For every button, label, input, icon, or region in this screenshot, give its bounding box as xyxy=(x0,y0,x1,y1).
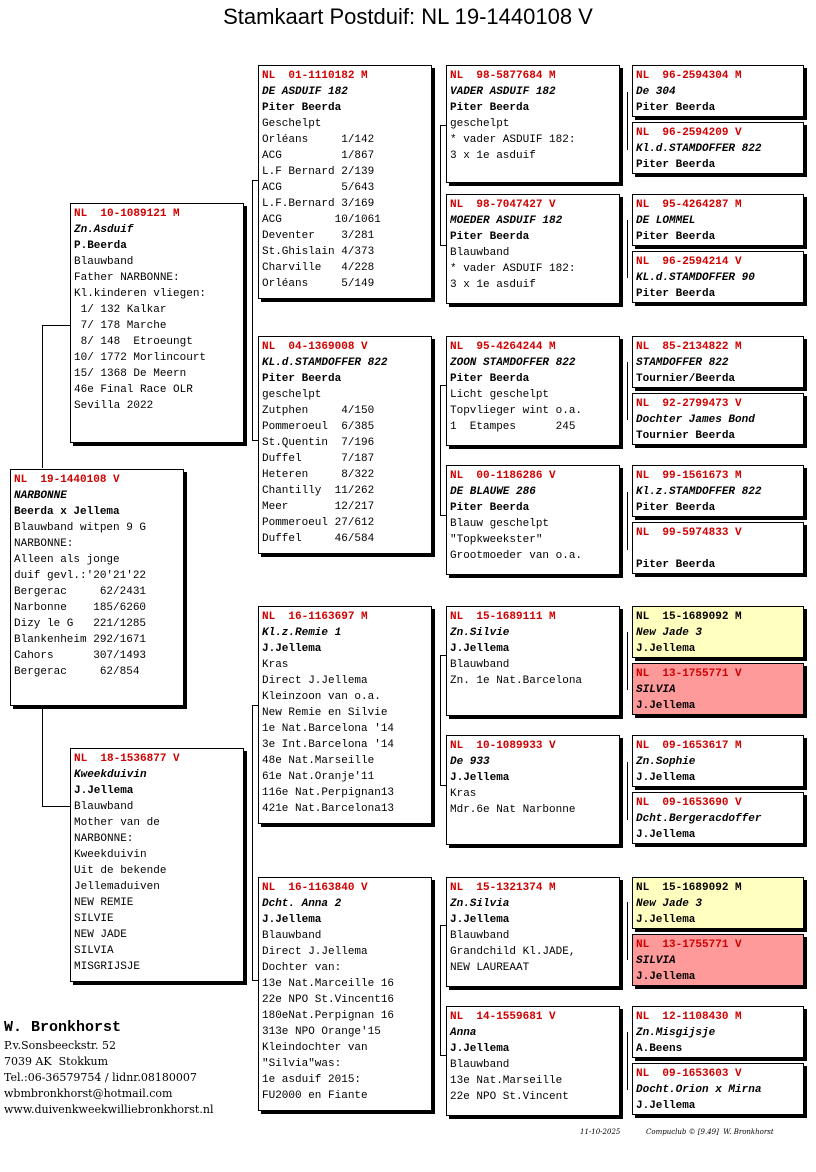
pigeon-name: Zn.Asduif xyxy=(74,224,134,236)
info-line: Topvlieger wint o.a. xyxy=(450,405,583,417)
owner-website[interactable]: www.duivenkweekwilliebronkhorst.nl xyxy=(4,1103,214,1116)
owner-address: P.v.Sonsbeeckstr. 52 xyxy=(4,1039,116,1052)
info-line: Kleindochter van xyxy=(262,1042,368,1054)
footer-software: Compuclub © [9.49] W. Bronkhorst xyxy=(646,1128,774,1136)
info-line: SILVIE xyxy=(74,913,114,925)
info-line: Blauwband witpen 9 G xyxy=(14,522,147,534)
info-line: 13e Nat.Marseille xyxy=(450,1075,563,1087)
info-line: Meer 12/217 xyxy=(262,501,375,513)
pigeon-name: De 304 xyxy=(636,86,676,98)
pigeon-name: SILVIA xyxy=(636,684,676,696)
breeder-name: Piter Beerda xyxy=(636,502,716,514)
info-line: geschelpt xyxy=(450,118,510,130)
info-line: 7/ 178 Marche xyxy=(74,320,167,332)
breeder-name: J.Jellema xyxy=(450,914,510,926)
info-line: Duffel 46/584 xyxy=(262,533,375,545)
pigeon-name: De 933 xyxy=(450,756,490,768)
breeder-name: Piter Beerda xyxy=(636,102,716,114)
info-line: SILVIA xyxy=(74,945,114,957)
ring-number: NL 14-1559681 V xyxy=(450,1011,556,1023)
pigeon-name: Kweekduivin xyxy=(74,769,147,781)
pigeon-card-gggp-5[interactable] xyxy=(632,336,804,388)
ring-number: NL 10-1089933 V xyxy=(450,740,556,752)
ring-number: NL 13-1755771 V xyxy=(636,668,742,680)
breeder-name: Piter Beerda xyxy=(450,102,530,114)
info-line: 22e NPO St.Vincent xyxy=(450,1091,569,1103)
info-line: Blauwband xyxy=(450,247,510,259)
info-line: Orléans 1/142 xyxy=(262,134,375,146)
info-line: 313e NPO Orange'15 xyxy=(262,1026,381,1038)
owner-email[interactable]: wbmbronkhorst@hotmail.com xyxy=(4,1087,173,1100)
ring-number: NL 15-1689111 M xyxy=(450,611,556,623)
connector-line xyxy=(627,362,628,420)
breeder-name: Piter Beerda xyxy=(262,102,342,114)
info-line: 1 Etampes 245 xyxy=(450,421,576,433)
pigeon-card-gggp-14[interactable] xyxy=(632,934,804,986)
pigeon-card-gggp-8[interactable] xyxy=(632,522,804,574)
breeder-name: J.Jellema xyxy=(636,829,696,841)
breeder-name: J.Jellema xyxy=(262,643,322,655)
ring-number: NL 13-1755771 V xyxy=(636,939,742,951)
info-line: Zutphen 4/150 xyxy=(262,405,375,417)
pigeon-name: Kl.z.Remie 1 xyxy=(262,627,342,639)
breeder-name: Tournier/Beerda xyxy=(636,373,736,385)
info-line: New Remie en Silvie xyxy=(262,707,388,719)
info-line: "Silvia"was: xyxy=(262,1058,342,1070)
info-line: 1e asduif 2015: xyxy=(262,1074,362,1086)
owner-block xyxy=(4,1018,213,1118)
ring-number: NL 18-1536877 V xyxy=(74,753,180,765)
info-line: L.F Bernard 2/139 xyxy=(262,166,375,178)
pigeon-card-gggp-7[interactable] xyxy=(632,465,804,517)
connector-line xyxy=(42,806,70,807)
ring-number: NL 16-1163697 M xyxy=(262,611,368,623)
info-line: Direct J.Jellema xyxy=(262,946,368,958)
ring-number: NL 99-1561673 M xyxy=(636,470,742,482)
pigeon-name: New Jade 3 xyxy=(636,627,703,639)
ring-number: NL 19-1440108 V xyxy=(14,474,120,486)
pigeon-name: KL.d.STAMDOFFER 90 xyxy=(636,272,755,284)
pigeon-name: Zn.Silvie xyxy=(450,627,510,639)
info-line: NEW REMIE xyxy=(74,897,134,909)
ring-number: NL 85-2134822 M xyxy=(636,341,742,353)
info-line: NEW LAUREAAT xyxy=(450,962,530,974)
pigeon-card-gggp-6[interactable] xyxy=(632,393,804,445)
pigeon-name: Zn.Silvia xyxy=(450,898,510,910)
info-line: Blauw geschelpt xyxy=(450,518,550,530)
connector-line xyxy=(42,325,70,326)
info-line: Blauwband xyxy=(74,801,134,813)
info-line: Dizy le G 221/1285 xyxy=(14,618,147,630)
info-line: Sevilla 2022 xyxy=(74,400,154,412)
info-line: NEW JADE xyxy=(74,929,127,941)
info-line: Heteren 8/322 xyxy=(262,469,375,481)
breeder-name: Piter Beerda xyxy=(636,559,716,571)
connector-line xyxy=(440,655,441,785)
info-line: ACG 1/867 xyxy=(262,150,375,162)
info-line: Mdr.6e Nat Narbonne xyxy=(450,804,576,816)
ring-number: NL 98-7047427 V xyxy=(450,199,556,211)
info-line: * vader ASDUIF 182: xyxy=(450,263,576,275)
pigeon-card-ggm-1[interactable] xyxy=(446,194,620,304)
breeder-name: Piter Beerda xyxy=(450,502,530,514)
breeder-name: Beerda x Jellema xyxy=(14,506,120,518)
pigeon-name: Anna xyxy=(450,1027,477,1039)
info-line: Bergerac 62/854 xyxy=(14,666,140,678)
breeder-name: J.Jellema xyxy=(636,971,696,983)
pigeon-name: Kl.z.STAMDOFFER 822 xyxy=(636,486,762,498)
info-line: Mother van de xyxy=(74,817,160,829)
connector-line xyxy=(627,492,628,550)
info-line: Kras xyxy=(262,659,289,671)
pigeon-card-gm-maternal[interactable] xyxy=(258,877,432,1111)
info-line: Kleinzoon van o.a. xyxy=(262,691,381,703)
pigeon-card-ggm-2[interactable] xyxy=(446,465,620,575)
info-line: Zn. 1e Nat.Barcelona xyxy=(450,675,583,687)
breeder-name: P.Beerda xyxy=(74,240,127,252)
pigeon-name: DE LOMMEL xyxy=(636,215,696,227)
pigeon-card-ggm-4[interactable] xyxy=(446,1006,620,1116)
pigeon-name xyxy=(636,541,800,557)
info-line: 46e Final Race OLR xyxy=(74,384,193,396)
breeder-name: Piter Beerda xyxy=(636,159,716,171)
ring-number: NL 01-1110182 M xyxy=(262,70,368,82)
pigeon-name: STAMDOFFER 822 xyxy=(636,357,729,369)
connector-line xyxy=(252,705,253,980)
info-line: * vader ASDUIF 182: xyxy=(450,134,576,146)
connector-line xyxy=(627,632,628,690)
connector-line xyxy=(440,925,441,1055)
breeder-name: J.Jellema xyxy=(636,643,696,655)
info-line: 116e Nat.Perpignan13 xyxy=(262,787,395,799)
pigeon-name: Zn.Sophie xyxy=(636,756,696,768)
info-line: Kl.kinderen vliegen: xyxy=(74,288,207,300)
info-line: Uit de bekende xyxy=(74,865,167,877)
connector-line xyxy=(627,902,628,960)
info-line: 61e Nat.Oranje'11 xyxy=(262,771,375,783)
ring-number: NL 09-1653617 M xyxy=(636,740,742,752)
breeder-name: J.Jellema xyxy=(450,643,510,655)
info-line: Father NARBONNE: xyxy=(74,272,180,284)
ring-number: NL 96-2594304 M xyxy=(636,70,742,82)
ring-number: NL 04-1369008 V xyxy=(262,341,368,353)
info-line: Grandchild Kl.JADE, xyxy=(450,946,576,958)
info-line: Charville 4/228 xyxy=(262,262,375,274)
info-line: Kras xyxy=(450,788,477,800)
ring-number: NL 15-1689092 M xyxy=(636,882,742,894)
ring-number: NL 95-4264244 M xyxy=(450,341,556,353)
info-line: 180eNat.Perpignan 16 xyxy=(262,1010,395,1022)
info-line: Blauwband xyxy=(450,930,510,942)
info-line: Chantilly 11/262 xyxy=(262,485,375,497)
pigeon-card-gggp-13[interactable] xyxy=(632,877,804,929)
pigeon-card-ggf-1[interactable] xyxy=(446,65,620,183)
info-line: Geschelpt xyxy=(262,118,322,130)
pigeon-name: New Jade 3 xyxy=(636,898,703,910)
info-line: Blauwband xyxy=(262,930,322,942)
ring-number: NL 15-1321374 M xyxy=(450,882,556,894)
info-line: 13e Nat.Marceille 16 xyxy=(262,978,395,990)
connector-line xyxy=(440,385,441,515)
info-line: Blauwband xyxy=(450,1059,510,1071)
info-line: Orléans 5/149 xyxy=(262,278,375,290)
ring-number: NL 16-1163840 V xyxy=(262,882,368,894)
info-line: duif gevl.:'20'21'22 xyxy=(14,570,147,582)
breeder-name: Piter Beerda xyxy=(450,231,530,243)
info-line: ACG 10/1061 xyxy=(262,214,381,226)
pigeon-name: Docht.Orion x Mirna xyxy=(636,1084,762,1096)
info-line: NARBONNE: xyxy=(74,833,134,845)
pigeon-name: ZOON STAMDOFFER 822 xyxy=(450,357,576,369)
info-line: St.Quentin 7/196 xyxy=(262,437,375,449)
pigeon-name: KL.d.STAMDOFFER 822 xyxy=(262,357,388,369)
pigeon-card-gggp-3[interactable] xyxy=(632,194,804,246)
breeder-name: J.Jellema xyxy=(74,785,134,797)
pigeon-card-gggp-2[interactable] xyxy=(632,122,804,174)
info-line: L.F.Bernard 3/169 xyxy=(262,198,375,210)
info-line: Jellemaduiven xyxy=(74,881,160,893)
pigeon-card-gggp-10[interactable] xyxy=(632,663,804,715)
connector-line xyxy=(42,325,43,468)
info-line: 48e Nat.Marseille xyxy=(262,755,375,767)
info-line: 3e Int.Barcelona '14 xyxy=(262,739,395,751)
pigeon-name: DE ASDUIF 182 xyxy=(262,86,348,98)
breeder-name: J.Jellema xyxy=(262,914,322,926)
pigeon-card-ggf-3[interactable] xyxy=(446,606,620,716)
breeder-name: Piter Beerda xyxy=(262,373,342,385)
pigeon-card-gggp-12[interactable] xyxy=(632,792,804,844)
info-line: NARBONNE: xyxy=(14,538,74,550)
pigeon-card-ggm-3[interactable] xyxy=(446,735,620,845)
breeder-name: Piter Beerda xyxy=(636,288,716,300)
info-line: 15/ 1368 De Meern xyxy=(74,368,187,380)
info-line: Grootmoeder van o.a. xyxy=(450,550,583,562)
info-line: Dochter van: xyxy=(262,962,342,974)
connector-line xyxy=(42,706,43,806)
info-line: Narbonne 185/6260 xyxy=(14,602,147,614)
pigeon-name: Zn.Misgijsje xyxy=(636,1027,716,1039)
pigeon-card-gf-paternal[interactable] xyxy=(258,65,432,299)
breeder-name: J.Jellema xyxy=(636,1100,696,1112)
info-line: Kweekduivin xyxy=(74,849,147,861)
info-line: Cahors 307/1493 xyxy=(14,650,147,662)
ring-number: NL 96-2594214 V xyxy=(636,256,742,268)
ring-number: NL 00-1186286 V xyxy=(450,470,556,482)
info-line: 1e Nat.Barcelona '14 xyxy=(262,723,395,735)
info-line: 3 x 1e asduif xyxy=(450,150,536,162)
footer-date: 11-10-2025 xyxy=(580,1128,621,1136)
info-line: Deventer 3/281 xyxy=(262,230,375,242)
breeder-name: J.Jellema xyxy=(636,772,696,784)
info-line: MISGRIJSJE xyxy=(74,961,141,973)
info-line: 421e Nat.Barcelona13 xyxy=(262,803,395,815)
ring-number: NL 09-1653690 V xyxy=(636,797,742,809)
pigeon-name: NARBONNE xyxy=(14,490,67,502)
ring-number: NL 12-1108430 M xyxy=(636,1011,742,1023)
breeder-name: Tournier Beerda xyxy=(636,430,736,442)
ring-number: NL 99-5974833 V xyxy=(636,527,742,539)
pigeon-name: Dcht. Anna 2 xyxy=(262,898,342,910)
connector-line xyxy=(440,125,441,245)
ring-number: NL 98-5877684 M xyxy=(450,70,556,82)
breeder-name: J.Jellema xyxy=(450,772,510,784)
pigeon-name: Dochter James Bond xyxy=(636,414,755,426)
connector-line xyxy=(627,762,628,820)
page-title: Stamkaart Postduif: NL 19-1440108 V xyxy=(223,4,593,29)
breeder-name: Piter Beerda xyxy=(636,231,716,243)
pigeon-card-gggp-4[interactable] xyxy=(632,251,804,303)
breeder-name: A.Beens xyxy=(636,1043,683,1055)
info-line: Direct J.Jellema xyxy=(262,675,368,687)
breeder-name: Piter Beerda xyxy=(450,373,530,385)
info-line: 22e NPO St.Vincent16 xyxy=(262,994,395,1006)
pigeon-card-gggp-9[interactable] xyxy=(632,606,804,658)
pigeon-name: SILVIA xyxy=(636,955,676,967)
pigeon-card-gm-paternal[interactable] xyxy=(258,336,432,554)
info-line: Alleen als jonge xyxy=(14,554,120,566)
ring-number: NL 96-2594209 V xyxy=(636,127,742,139)
pigeon-card-ggf-2[interactable] xyxy=(446,336,620,446)
info-line: St.Ghislain 4/373 xyxy=(262,246,375,258)
pigeon-name: Kl.d.STAMDOFFER 822 xyxy=(636,143,762,155)
owner-name: W. Bronkhorst xyxy=(4,1019,122,1036)
ring-number: NL 92-2799473 V xyxy=(636,398,742,410)
connector-line xyxy=(627,220,628,278)
info-line: FU2000 en Fiante xyxy=(262,1090,368,1102)
breeder-name: J.Jellema xyxy=(636,914,696,926)
connector-line xyxy=(627,92,628,150)
info-line: Duffel 7/187 xyxy=(262,453,375,465)
pigeon-card-gggp-16[interactable] xyxy=(632,1063,804,1115)
info-line: Blauwband xyxy=(450,659,510,671)
ring-number: NL 09-1653603 V xyxy=(636,1068,742,1080)
info-line: "Topkweekster" xyxy=(450,534,543,546)
info-line: Bergerac 62/2431 xyxy=(14,586,147,598)
ring-number: NL 10-1089121 M xyxy=(74,208,180,220)
pigeon-card-gggp-15[interactable] xyxy=(632,1006,804,1058)
owner-city: 7039 AK Stokkum xyxy=(4,1055,109,1068)
connector-line xyxy=(627,1032,628,1090)
owner-phone: Tel.:06-36579754 / lidnr.08180007 xyxy=(4,1071,197,1084)
ring-number: NL 15-1689092 M xyxy=(636,611,742,623)
info-line: 1/ 132 Kalkar xyxy=(74,304,167,316)
ring-number: NL 95-4264287 M xyxy=(636,199,742,211)
breeder-name: J.Jellema xyxy=(636,700,696,712)
pigeon-card-gggp-11[interactable] xyxy=(632,735,804,787)
pigeon-card-gf-maternal[interactable] xyxy=(258,606,432,824)
pigeon-card-mother[interactable] xyxy=(70,748,244,982)
connector-line xyxy=(252,180,253,440)
info-line: Blankenheim 292/1671 xyxy=(14,634,147,646)
info-line: Pommeroeul 6/385 xyxy=(262,421,375,433)
info-line: Licht geschelpt xyxy=(450,389,550,401)
info-line: 8/ 148 Etroeungt xyxy=(74,336,193,348)
info-line: 10/ 1772 Morlincourt xyxy=(74,352,207,364)
pigeon-name: Dcht.Bergeracdoffer xyxy=(636,813,762,825)
pigeon-name: VADER ASDUIF 182 xyxy=(450,86,556,98)
pigeon-name: DE BLAUWE 286 xyxy=(450,486,536,498)
breeder-name: J.Jellema xyxy=(450,1043,510,1055)
info-line: geschelpt xyxy=(262,389,322,401)
pigeon-card-father[interactable] xyxy=(70,203,244,443)
pigeon-card-gggp-1[interactable] xyxy=(632,65,804,117)
pigeon-card-subject[interactable] xyxy=(10,469,184,706)
info-line: Pommeroeul 27/612 xyxy=(262,517,375,529)
pigeon-card-ggf-4[interactable] xyxy=(446,877,620,987)
info-line: ACG 5/643 xyxy=(262,182,375,194)
info-line: Blauwband xyxy=(74,256,134,268)
info-line: 3 x 1e asduif xyxy=(450,279,536,291)
pigeon-name: MOEDER ASDUIF 182 xyxy=(450,215,563,227)
